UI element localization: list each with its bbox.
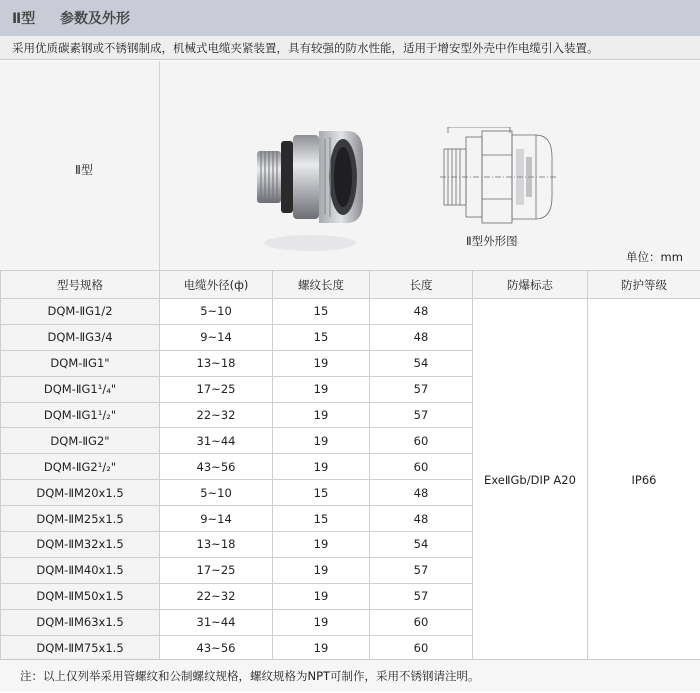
header-thread-length: 螺纹长度 [273, 271, 370, 299]
length-cell: 57 [370, 402, 473, 428]
outline-drawing [440, 127, 560, 227]
length-cell: 60 [370, 454, 473, 480]
length-cell: 48 [370, 506, 473, 532]
diameter-cell: 5~10 [160, 299, 273, 325]
thread-cell: 19 [273, 402, 370, 428]
length-cell: 60 [370, 635, 473, 661]
model-cell: DQM-ⅡG1" [1, 350, 160, 376]
diameter-cell: 5~10 [160, 480, 273, 506]
parameter-table [0, 270, 700, 661]
model-cell: DQM-ⅡG1¹/₂" [1, 402, 160, 428]
length-cell: 60 [370, 609, 473, 635]
thread-cell: 15 [273, 506, 370, 532]
model-cell: DQM-ⅡM50x1.5 [1, 583, 160, 609]
length-cell: 57 [370, 557, 473, 583]
thread-cell: 19 [273, 635, 370, 661]
thread-cell: 15 [273, 299, 370, 325]
model-cell: DQM-ⅡG1/2 [1, 299, 160, 325]
diameter-cell: 13~18 [160, 350, 273, 376]
image-label-cell [0, 61, 160, 270]
thread-cell: 19 [273, 454, 370, 480]
length-cell: 57 [370, 376, 473, 402]
diameter-cell: 9~14 [160, 324, 273, 350]
diameter-cell: 43~56 [160, 635, 273, 661]
table-row [1, 299, 700, 325]
model-cell: DQM-ⅡM32x1.5 [1, 532, 160, 558]
diameter-cell: 17~25 [160, 376, 273, 402]
thread-cell: 15 [273, 324, 370, 350]
length-cell: 48 [370, 480, 473, 506]
model-cell: DQM-ⅡM40x1.5 [1, 557, 160, 583]
length-cell: 54 [370, 532, 473, 558]
thread-cell: 19 [273, 532, 370, 558]
model-cell: DQM-ⅡM75x1.5 [1, 635, 160, 661]
model-cell: DQM-ⅡM63x1.5 [1, 609, 160, 635]
diameter-cell: 31~44 [160, 609, 273, 635]
diameter-cell: 13~18 [160, 532, 273, 558]
model-cell: DQM-ⅡG2¹/₂" [1, 454, 160, 480]
unit-label: 单位：mm [626, 249, 683, 265]
header-cable-diameter: 电缆外径(ф) [160, 271, 273, 299]
header-explosion-mark: 防爆标志 [473, 271, 588, 299]
thread-cell: 19 [273, 428, 370, 454]
diameter-cell: 22~32 [160, 402, 273, 428]
thread-cell: 19 [273, 376, 370, 402]
model-cell: DQM-ⅡM25x1.5 [1, 506, 160, 532]
length-cell: 60 [370, 428, 473, 454]
section-title: 参数及外形 [60, 8, 130, 28]
thread-cell: 15 [273, 480, 370, 506]
thread-cell: 19 [273, 557, 370, 583]
diameter-cell: 31~44 [160, 428, 273, 454]
header-protection-grade: 防护等级 [588, 271, 700, 299]
model-cell: DQM-ⅡG2" [1, 428, 160, 454]
image-type-label: Ⅱ型 [75, 161, 93, 178]
type-title: Ⅱ型 [12, 8, 35, 28]
drawing-caption: Ⅱ型外形图 [466, 233, 518, 249]
diameter-cell: 22~32 [160, 583, 273, 609]
length-cell: 48 [370, 299, 473, 325]
diameter-cell: 17~25 [160, 557, 273, 583]
header-length: 长度 [370, 271, 473, 299]
length-cell: 54 [370, 350, 473, 376]
cable-gland-photo [255, 131, 365, 261]
header-model: 型号规格 [1, 271, 160, 299]
length-cell: 48 [370, 324, 473, 350]
explosion-mark-cell: ExeⅡGb/DIP A20 [473, 299, 588, 661]
model-cell: DQM-ⅡG3/4 [1, 324, 160, 350]
model-cell: DQM-ⅡM20x1.5 [1, 480, 160, 506]
protection-grade-cell: IP66 [588, 299, 700, 661]
image-section [0, 61, 700, 270]
table-header-row [1, 271, 700, 299]
title-bar [0, 0, 700, 37]
intro-text: 采用优质碳素钢或不锈钢制成，机械式电缆夹紧装置，具有较强的防水性能，适用于增安型外壳中作电缆引入装置。 [0, 36, 700, 60]
footnote: 注：以上仅列举采用管螺纹和公制螺纹规格，螺纹规格为NPT可制作，采用不锈钢请注明。 [0, 659, 700, 692]
model-cell: DQM-ⅡG1¹/₄" [1, 376, 160, 402]
diameter-cell: 43~56 [160, 454, 273, 480]
length-cell: 57 [370, 583, 473, 609]
thread-cell: 19 [273, 350, 370, 376]
thread-cell: 19 [273, 609, 370, 635]
diameter-cell: 9~14 [160, 506, 273, 532]
thread-cell: 19 [273, 583, 370, 609]
